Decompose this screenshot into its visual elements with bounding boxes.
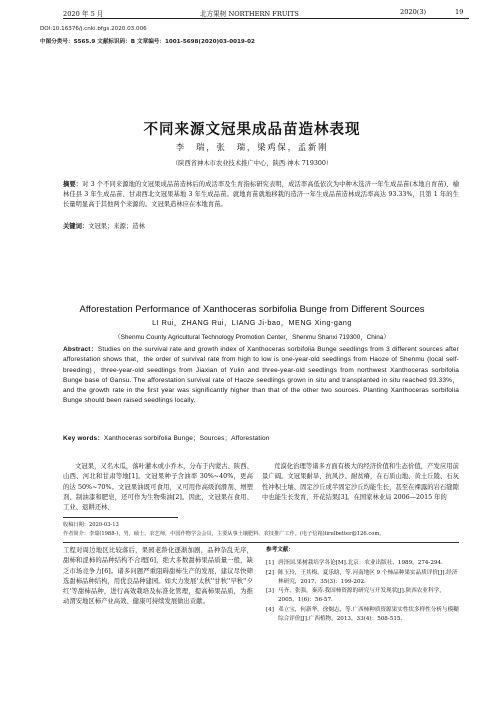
keywords-en-label: Key words： — [63, 435, 104, 442]
header-journal: 北方果树 NORTHERN FRUITS — [200, 10, 299, 18]
doi: DOI:10.16376/j.cnki.bfgs.2020.03.006 — [40, 26, 147, 32]
classification-line: 中图分类号：S565.9 文献标识码：B 文章编号：1001-5698(2020)03-0019-02 — [40, 39, 255, 45]
reference-text: 邓立宝，何新华，徐炯志，等.广西柿种质资源果实性状多样性分析与模糊综合评价[J].广西植物，2013，33(4)：508-515. — [278, 606, 459, 623]
reference-item — [266, 587, 459, 606]
abstract-cn — [63, 180, 459, 210]
abstract-en-text: Studies on the survival rate and growth index of Xanthoceras sorbifolia Bunge seedlings from 3 different sources after afforestation shows that，the order of survival rate from high to low is one-year-old seedlings from Haoze of Shenmu (local self-breeding)，three-year-old seedlings from Jiaxian of Yulin and three-year-old seedlings from northwest Xanthoceras sorbifolia Bunge base of Gansu. The afforestation survival rate of Haoze seedlings grown in situ and transplanted in situ reached 93.33%，and the growth rate in the first year was significantly higher than that of the other two sources. Planting Xanthoceras sorbifolia Bunge should been raised seedlings locally. — [63, 346, 459, 405]
body-left-column: 文冠果，又名木瓜，落叶灌木或小乔木，分布于内蒙古、陕西、山西、河北和甘肃等地[1]。文冠果种子含油率 30%~40%，更高的达 50%~70%。文冠果油既可食用，又可用作高级润滑剂、增塑剂、制油漆和肥皂，还可作为生物柴油[2]。因此，文冠果在食用、工业、退耕还林、 — [63, 463, 253, 512]
keywords-en — [63, 434, 459, 444]
article-title-en: Afforestation Performance of Xanthoceras sorbifolia Bunge from Different Sources — [79, 304, 425, 315]
abstract-cn-text: 对 3 个不同来源地的文冠果成品苗造林后的成活率及生育指标研究表明，成活率高低依次为中种木选济一年生成品苗(本地自育苗)、榆林佳县 3 年生成品苗、甘肃西北文冠果基地 3 年生成品苗。就地育苗就地移栽的造济一年生成品苗造林成活率高达 93.33%，且第 1 年的生长量明显高于其他两个来源的。文冠果造林应在本地育苗。 — [63, 181, 459, 209]
reference-number: [4] — [266, 606, 274, 613]
keywords-cn-label: 关键词： — [63, 223, 89, 230]
reference-number: [2] — [266, 569, 274, 576]
footnote-rule — [63, 517, 178, 518]
reference-item — [266, 559, 459, 568]
header-rule — [63, 18, 469, 19]
references-title: 参考文献： — [266, 547, 294, 553]
footnote-author-bio: 作者简介：李瑞(1988-)，男，硕士，农艺师，中国作物学会会员，主要从事土壤肥料、农技推广工作。(电子信箱)lirulbetter@126.com。 — [63, 531, 385, 537]
reference-text: 陈玉玲，王其梅，夏乐晗，等.河南地区 9 个柿品种果实品质评价[J].经济林研究，2017，35(3)：199-202. — [278, 569, 458, 585]
footnote-received: 收稿日期：2020-03-13 — [63, 522, 119, 528]
affiliation-cn: （陕西省神木市农业技术推广中心，陕西 神木 719300） — [171, 160, 333, 167]
references — [266, 546, 459, 624]
reference-text: 马齐，张强，秦涛.我国柿资源的研究与开发现状[J].陕西农业科学，2005，1(6)：56-57. — [278, 588, 445, 604]
reference-item — [266, 569, 459, 588]
header-date: 2020 年 5 月 — [63, 10, 104, 18]
authors-en: LI Rui，ZHANG Rui，LIANG Ji-bao，MENG Xing-gang — [152, 318, 352, 327]
body-right-column: 荒漠化治理等诸多方面有极大的经济价值和生态价值，产发应用前景广阔。文冠果耐旱、抗风沙、耐贫瘠，在石质山地、黄土丘陵、石灰性冲积土壤、固定沙丘或半固定沙丘均能生长，甚至在裸露的岩石缝隙中也能生长发育，开花结果[3]。在国家林业局 2006—2015 年的 — [262, 463, 459, 501]
affiliation-en: （Shenmu County Agricultural Technology Promotion Center，Shenmu Shanxi 719300，China） — [114, 334, 390, 341]
body-bottom-left: 工程对周边地区比较落后，果园老龄化逐渐加剧，品种杂乱无序，甜柿和涩柿的品种结构不合理[6]，绝大多数甜柿果品质量一般，缺乏市场竞争力[6]。诸多问题严重阻碍甜柿生产的发展，建议尽快筛选甜柿品种结构，用优良品种建园。如大力发展'太秋''甘秋''早秋''夕红'等甜柿品种，进行高效栽培及标准化管理，提高柿果品质，为推动渭安地区柿产业高效、健康可持续发展做出贡献。 — [63, 547, 253, 606]
header-page: 19 — [455, 8, 464, 16]
abstract-en — [63, 345, 459, 407]
abstract-en-label: Abstract： — [63, 346, 98, 353]
article-title-cn: 不同来源文冠果成品苗造林表现 — [143, 122, 361, 138]
authors-cn: 李 瑞，张 瑞，梁鸡保，孟新刚 — [175, 142, 329, 152]
header-issue: 2020(3) — [400, 8, 427, 16]
keywords-cn — [63, 222, 459, 232]
reference-number: [1] — [266, 560, 274, 567]
page-continuation-rule — [63, 542, 459, 543]
reference-text: 唐泽国.果树栽培学各论[M].北京：农业出版社，1989，274-294. — [278, 560, 443, 567]
keywords-cn-text: 文冠果；来源；造林 — [88, 223, 145, 230]
reference-number: [3] — [266, 588, 274, 595]
abstract-cn-label: 摘要： — [63, 181, 83, 188]
reference-item — [266, 606, 459, 625]
keywords-en-text: Xanthoceras sorbifolia Bunge；Sources；Afforestation — [103, 435, 270, 442]
